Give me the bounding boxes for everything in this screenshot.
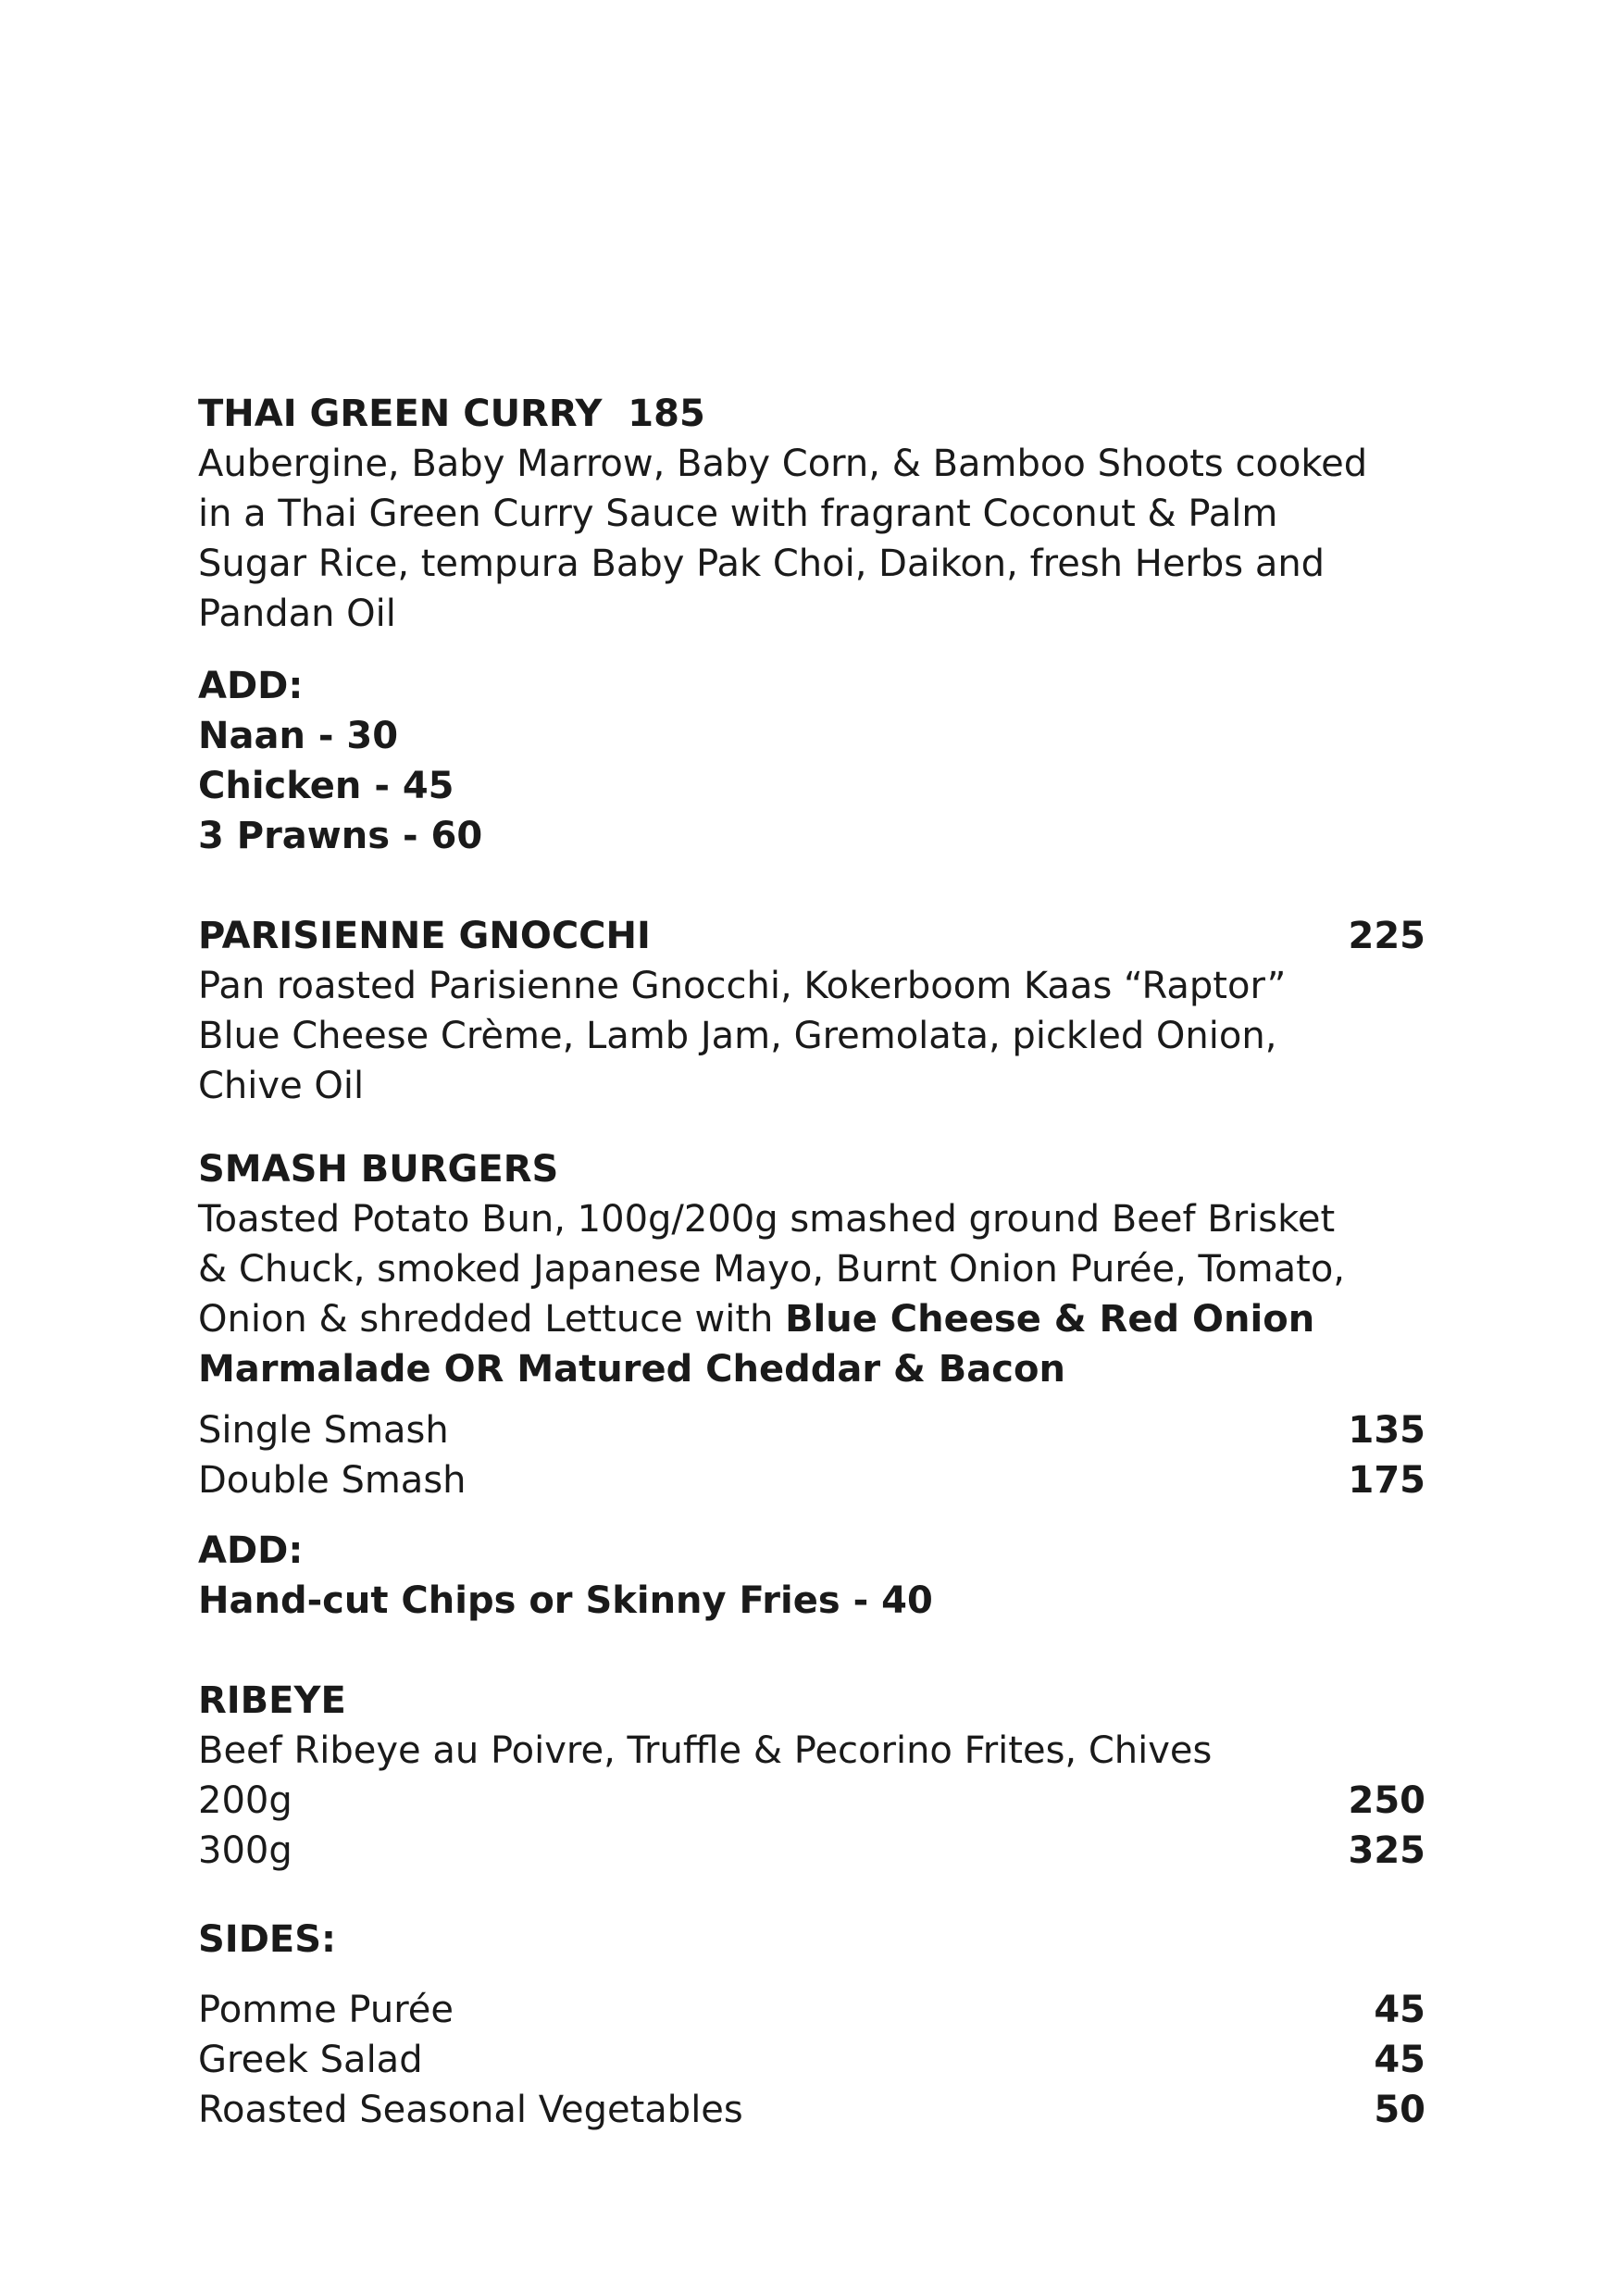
option-label: 300g (198, 1829, 292, 1872)
burgers-add-label: ADD: (198, 1529, 304, 1572)
option-price: 135 (1348, 1409, 1425, 1452)
description-line (198, 1294, 1425, 1344)
description-highlight: Blue Cheese & Red Onion (785, 1298, 1315, 1341)
gnocchi-price: 225 (1348, 915, 1425, 957)
ribeye-option-row (198, 1776, 1425, 1826)
burger-option-row (198, 1405, 1425, 1455)
description-line: Pandan Oil (198, 593, 396, 635)
thai-green-curry-description (198, 439, 1425, 639)
smash-burgers-title: SMASH BURGERS (198, 1148, 559, 1191)
menu-page (198, 389, 1425, 2135)
thai-green-curry-heading (198, 389, 1425, 439)
thai-green-curry-price: 185 (628, 393, 705, 435)
side-item-row (198, 2035, 1425, 2085)
description-line: Blue Cheese Crème, Lamb Jam, Gremolata, pickled Onion, (198, 1015, 1277, 1057)
side-label: Greek Salad (198, 2039, 423, 2081)
description-line: Aubergine, Baby Marrow, Baby Corn, & Bamboo Shoots cooked (198, 443, 1368, 485)
option-price: 250 (1348, 1779, 1425, 1822)
thai-add-chicken: Chicken - 45 (198, 765, 454, 807)
thai-add-naan: Naan - 30 (198, 715, 399, 757)
side-label: Roasted Seasonal Vegetables (198, 2089, 743, 2131)
side-price: 45 (1374, 1989, 1425, 2031)
gnocchi-description (198, 961, 1425, 1111)
option-label: Single Smash (198, 1409, 449, 1452)
thai-add-label: ADD: (198, 665, 304, 707)
option-price: 175 (1348, 1459, 1425, 1502)
side-price: 45 (1374, 2039, 1425, 2081)
option-label: 200g (198, 1779, 292, 1822)
thai-green-curry-title: THAI GREEN CURRY (198, 393, 603, 435)
description-line: Toasted Potato Bun, 100g/200g smashed ground Beef Brisket (198, 1198, 1336, 1241)
smash-burgers-description (198, 1194, 1425, 1394)
burgers-add-item: Hand-cut Chips or Skinny Fries - 40 (198, 1579, 933, 1622)
side-item-row (198, 2085, 1425, 2135)
sides-title: SIDES: (198, 1918, 337, 1961)
ribeye-description: Beef Ribeye au Poivre, Truffle & Pecorino Frites, Chives (198, 1729, 1213, 1772)
gnocchi-title: PARISIENNE GNOCCHI (198, 915, 651, 957)
option-price: 325 (1348, 1829, 1425, 1872)
burger-option-row (198, 1455, 1425, 1505)
ribeye-title: RIBEYE (198, 1679, 346, 1722)
description-text: Onion & shredded Lettuce with (198, 1298, 786, 1341)
option-label: Double Smash (198, 1459, 467, 1502)
description-line: Pan roasted Parisienne Gnocchi, Kokerboom Kaas “Raptor” (198, 965, 1287, 1007)
description-line: Chive Oil (198, 1065, 365, 1107)
side-price: 50 (1374, 2089, 1425, 2131)
side-label: Pomme Purée (198, 1989, 454, 2031)
description-highlight: Marmalade OR Matured Cheddar & Bacon (198, 1348, 1065, 1391)
thai-add-prawns: 3 Prawns - 60 (198, 815, 483, 857)
ribeye-option-row (198, 1826, 1425, 1876)
description-line: Sugar Rice, tempura Baby Pak Choi, Daikon, fresh Herbs and (198, 543, 1326, 585)
description-line: & Chuck, smoked Japanese Mayo, Burnt Onion Purée, Tomato, (198, 1248, 1346, 1291)
side-item-row (198, 1985, 1425, 2035)
description-line: in a Thai Green Curry Sauce with fragrant Coconut & Palm (198, 493, 1278, 535)
gnocchi-heading (198, 911, 1425, 961)
